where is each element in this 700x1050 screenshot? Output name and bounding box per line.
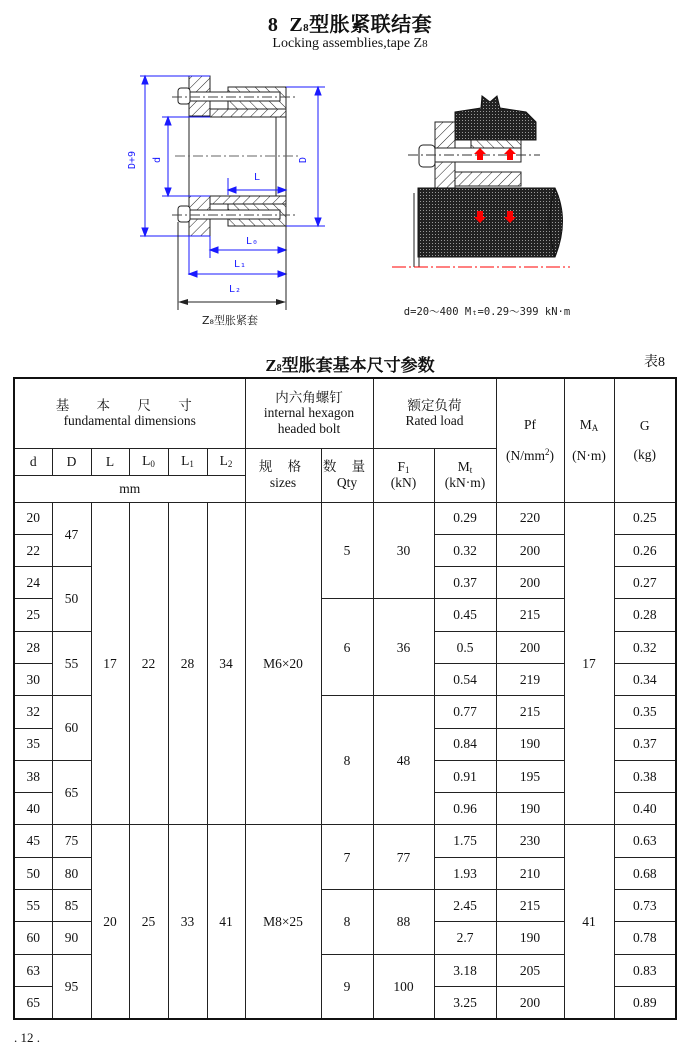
cell-L1: 28 bbox=[168, 502, 207, 825]
dim-label-d: d bbox=[152, 156, 163, 164]
cell-pf: 215 bbox=[496, 890, 564, 922]
cell-d: 28 bbox=[14, 631, 52, 663]
cell-d: 32 bbox=[14, 696, 52, 728]
locking-assembly-section-drawing bbox=[127, 76, 325, 327]
cell-D: 55 bbox=[52, 631, 91, 696]
title-sub: 8 bbox=[303, 22, 310, 34]
cell-mt: 0.77 bbox=[434, 696, 496, 728]
ma-sub: A bbox=[591, 423, 599, 434]
cell-bolt-size: M6×20 bbox=[245, 502, 321, 825]
bolt-en2: headed bolt bbox=[277, 421, 341, 436]
cell-mt: 0.37 bbox=[434, 567, 496, 599]
cell-f1: 88 bbox=[373, 890, 434, 955]
cell-D: 95 bbox=[52, 954, 91, 1019]
page-subtitle bbox=[0, 36, 700, 52]
cell-d: 45 bbox=[14, 825, 52, 857]
mt-sub: t bbox=[469, 465, 473, 476]
cell-pf: 195 bbox=[496, 760, 564, 792]
cell-d: 55 bbox=[14, 890, 52, 922]
cell-d: 60 bbox=[14, 922, 52, 954]
cell-g: 0.68 bbox=[614, 857, 676, 889]
cell-mt: 3.18 bbox=[434, 954, 496, 986]
pf-unit-sup: 2 bbox=[545, 446, 550, 457]
title-cn: 型胀紧联结套 bbox=[309, 14, 433, 36]
dim-label-L1: L₁ bbox=[233, 259, 247, 270]
sizes-cn: 规 格 bbox=[258, 459, 308, 475]
table-title bbox=[0, 351, 700, 376]
cell-pf: 190 bbox=[496, 922, 564, 954]
page-number: . 12 . bbox=[14, 1030, 40, 1045]
fund-cn: 基 本 尺 寸 bbox=[55, 397, 204, 413]
cell-d: 22 bbox=[14, 534, 52, 566]
cell-d: 35 bbox=[14, 728, 52, 760]
cell-pf: 230 bbox=[496, 825, 564, 857]
dim-label-dg: D+9 bbox=[127, 150, 138, 170]
page-title bbox=[0, 8, 700, 37]
load-cn: 额定负荷 bbox=[407, 397, 462, 413]
application-drawing bbox=[392, 96, 570, 318]
cell-L: 20 bbox=[91, 825, 129, 1019]
cell-L2: 41 bbox=[207, 825, 245, 1019]
ma-unit: (N·m) bbox=[572, 447, 606, 463]
dim-label-L: L bbox=[253, 172, 261, 183]
col-sizes bbox=[245, 448, 321, 502]
cell-qty: 5 bbox=[321, 502, 373, 599]
header-pf: Pf $(N/mm^2)$ bbox=[496, 378, 564, 502]
col-mt bbox=[434, 448, 496, 502]
cell-L1: 33 bbox=[168, 825, 207, 1019]
cell-D: 80 bbox=[52, 857, 91, 889]
cell-qty: 6 bbox=[321, 599, 373, 696]
cell-d: 38 bbox=[14, 760, 52, 792]
col-f1 bbox=[373, 448, 434, 502]
cell-pf: 210 bbox=[496, 857, 564, 889]
unit-mm: mm bbox=[14, 475, 245, 502]
cell-pf: 200 bbox=[496, 986, 564, 1019]
col-qty bbox=[321, 448, 373, 502]
cell-mt: 0.54 bbox=[434, 663, 496, 695]
cell-qty: 9 bbox=[321, 954, 373, 1019]
col-L2-sub: 2 bbox=[227, 459, 233, 470]
col-D: D bbox=[52, 448, 91, 475]
col-L2 bbox=[207, 448, 245, 475]
header-bolt bbox=[245, 378, 373, 448]
cell-qty: 8 bbox=[321, 696, 373, 825]
cell-f1: 36 bbox=[373, 599, 434, 696]
cell-d: 40 bbox=[14, 793, 52, 825]
cell-L: 17 bbox=[91, 502, 129, 825]
cell-pf: 190 bbox=[496, 793, 564, 825]
cell-pf: 219 bbox=[496, 663, 564, 695]
col-L1 bbox=[168, 448, 207, 475]
cell-mt: 2.45 bbox=[434, 890, 496, 922]
header-fundamental-dimensions bbox=[14, 378, 245, 448]
qty-cn: 数 量 bbox=[322, 459, 372, 475]
sizes-en: sizes bbox=[269, 475, 297, 490]
cell-qty: 8 bbox=[321, 890, 373, 955]
cell-d: 50 bbox=[14, 857, 52, 889]
table-title-cn: 型胀套基本尺寸参数 bbox=[281, 356, 435, 375]
cell-L0: 22 bbox=[129, 502, 168, 825]
f1-label: F bbox=[397, 459, 405, 475]
cell-D: 65 bbox=[52, 760, 91, 825]
cell-d: 24 bbox=[14, 567, 52, 599]
dim-label-D: D bbox=[298, 156, 309, 164]
cell-D: 90 bbox=[52, 922, 91, 954]
cell-mt: 0.91 bbox=[434, 760, 496, 792]
cell-mt: 3.25 bbox=[434, 986, 496, 1019]
header-rated-load bbox=[373, 378, 496, 448]
dim-label-L0: L₀ bbox=[245, 236, 259, 247]
cell-pf: 220 bbox=[496, 502, 564, 534]
bolt-en1: internal hexagon bbox=[263, 405, 355, 421]
cell-g: 0.78 bbox=[614, 922, 676, 954]
load-en: Rated load bbox=[405, 413, 464, 429]
cell-g: 0.37 bbox=[614, 728, 676, 760]
spec-table bbox=[13, 377, 677, 1020]
cell-g: 0.73 bbox=[614, 890, 676, 922]
col-L1-sub: 1 bbox=[189, 459, 194, 470]
table-body bbox=[14, 502, 676, 1019]
cell-g: 0.63 bbox=[614, 825, 676, 857]
technical-drawing bbox=[0, 60, 700, 350]
cell-mt: 2.7 bbox=[434, 922, 496, 954]
cell-g: 0.40 bbox=[614, 793, 676, 825]
col-L0-sub: 0 bbox=[150, 459, 155, 470]
mt-unit: (kN·m) bbox=[444, 475, 486, 491]
cell-mt: 0.29 bbox=[434, 502, 496, 534]
cell-mt: 1.93 bbox=[434, 857, 496, 889]
subtitle-sub: 8 bbox=[422, 38, 428, 50]
cell-D: 50 bbox=[52, 567, 91, 632]
header-ma bbox=[564, 378, 614, 502]
g-unit: (kg) bbox=[633, 447, 656, 463]
cell-ma: 17 bbox=[564, 502, 614, 825]
col-L1-main: L bbox=[181, 453, 190, 469]
cell-pf: 215 bbox=[496, 599, 564, 631]
cell-f1: 48 bbox=[373, 696, 434, 825]
cell-D: 47 bbox=[52, 502, 91, 567]
qty-en: Qty bbox=[336, 475, 358, 490]
cell-D: 60 bbox=[52, 696, 91, 761]
pf-label: Pf bbox=[523, 417, 536, 433]
col-L0 bbox=[129, 448, 168, 475]
fund-en: fundamental dimensions bbox=[63, 413, 196, 429]
cell-g: 0.26 bbox=[614, 534, 676, 566]
drawing-caption: Z₈型胀紧套 bbox=[202, 314, 258, 327]
cell-pf: 200 bbox=[496, 631, 564, 663]
cell-mt: 0.96 bbox=[434, 793, 496, 825]
col-L2-main: L bbox=[219, 453, 228, 469]
ma-label: M bbox=[579, 417, 592, 433]
g-label: G bbox=[639, 417, 650, 433]
header-g bbox=[614, 378, 676, 502]
subtitle-text: Locking assemblies,tape Z bbox=[272, 36, 423, 51]
cell-d: 20 bbox=[14, 502, 52, 534]
dim-label-L2: L₂ bbox=[228, 284, 242, 295]
cell-mt: 0.45 bbox=[434, 599, 496, 631]
title-prefix: Z bbox=[289, 14, 304, 36]
table-number: 表8 bbox=[644, 355, 665, 370]
cell-pf: 205 bbox=[496, 954, 564, 986]
table-title-prefix: Z bbox=[265, 356, 277, 375]
pf-unit: (N/mm bbox=[506, 447, 545, 463]
cell-mt: 1.75 bbox=[434, 825, 496, 857]
cell-g: 0.83 bbox=[614, 954, 676, 986]
cell-d: 25 bbox=[14, 599, 52, 631]
f1-unit: (kN) bbox=[390, 475, 417, 491]
cell-pf: 190 bbox=[496, 728, 564, 760]
cell-ma: 41 bbox=[564, 825, 614, 1019]
bolt-cn: 内六角螺钉 bbox=[275, 389, 343, 405]
cell-f1: 100 bbox=[373, 954, 434, 1019]
cell-mt: 0.5 bbox=[434, 631, 496, 663]
cell-d: 63 bbox=[14, 954, 52, 986]
table-row bbox=[14, 825, 676, 857]
cell-g: 0.89 bbox=[614, 986, 676, 1019]
cell-pf: 215 bbox=[496, 696, 564, 728]
cell-bolt-size: M8×25 bbox=[245, 825, 321, 1019]
cell-L0: 25 bbox=[129, 825, 168, 1019]
cell-pf: 200 bbox=[496, 534, 564, 566]
cell-g: 0.28 bbox=[614, 599, 676, 631]
cell-mt: 0.32 bbox=[434, 534, 496, 566]
cell-g: 0.32 bbox=[614, 631, 676, 663]
col-L0-main: L bbox=[142, 453, 151, 469]
table-title-sub: 8 bbox=[276, 363, 282, 374]
f1-sub: 1 bbox=[405, 465, 410, 476]
cell-qty: 7 bbox=[321, 825, 373, 890]
col-L: L bbox=[91, 448, 129, 475]
section-number: 8 bbox=[267, 14, 279, 36]
range-caption: d=20～400 Mₜ=0.29～399 kN·m bbox=[403, 306, 571, 318]
cell-mt: 0.84 bbox=[434, 728, 496, 760]
cell-d: 65 bbox=[14, 986, 52, 1019]
cell-D: 85 bbox=[52, 890, 91, 922]
cell-D: 75 bbox=[52, 825, 91, 857]
cell-g: 0.35 bbox=[614, 696, 676, 728]
cell-f1: 30 bbox=[373, 502, 434, 599]
table-row bbox=[14, 502, 676, 534]
cell-g: 0.27 bbox=[614, 567, 676, 599]
cell-g: 0.34 bbox=[614, 663, 676, 695]
cell-g: 0.38 bbox=[614, 760, 676, 792]
cell-g: 0.25 bbox=[614, 502, 676, 534]
mt-label: M bbox=[457, 459, 470, 475]
col-d: d bbox=[14, 448, 52, 475]
cell-f1: 77 bbox=[373, 825, 434, 890]
cell-d: 30 bbox=[14, 663, 52, 695]
cell-L2: 34 bbox=[207, 502, 245, 825]
cell-pf: 200 bbox=[496, 567, 564, 599]
